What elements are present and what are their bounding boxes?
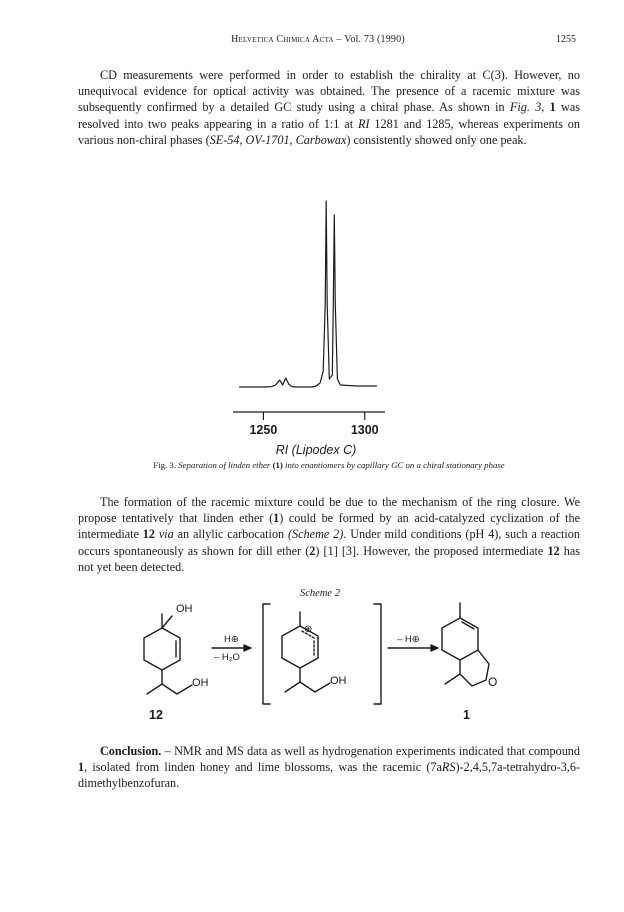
text-run: 12 [547, 543, 560, 558]
text-run: RI [358, 116, 370, 131]
oxygen-label: O [488, 675, 498, 689]
oh-label-12: OH [192, 677, 209, 689]
reaction-arrow-1 [212, 645, 251, 651]
reaction-arrow-2 [388, 645, 438, 651]
cation-brackets [263, 604, 381, 704]
arrow-2-label: – H⊕ [397, 634, 420, 645]
caption-text-a: Separation of linden ether [178, 460, 271, 470]
arrow-1-reagent: H⊕ [224, 634, 239, 645]
text-run: 1 [78, 760, 85, 775]
text-run: The formation of the racemic mixture could be due to the mechanism of the ring closure. We propose tentatively that linden ether ( [78, 495, 580, 526]
text-run: via [158, 527, 174, 542]
text-run: (Scheme 2) [288, 527, 344, 542]
x-axis-title-text: RI (Lipodex C) [275, 443, 357, 457]
compound-1-structure [442, 603, 489, 686]
page-number: 1255 [556, 34, 576, 45]
scheme-2-title: Scheme 2 [300, 588, 340, 599]
text-run: has not yet been detected. [78, 543, 581, 574]
text-run: RS [441, 760, 456, 775]
text-run: . Under mild conditions (pH 4), such a reaction occurs spontaneously as shown for dill ether ( [78, 527, 580, 558]
compound-12-structure [144, 614, 192, 694]
caption-text-b: into enantiomers by capillary GC on a chiral stationary phase [285, 460, 505, 470]
journal-name: Helvetica Chimica Acta [231, 34, 334, 45]
text-run: , [541, 100, 550, 115]
compound-number-1: 1 [463, 708, 470, 722]
text-run: – NMR and MS data as well as hydrogenation experiments indicated that compound [161, 744, 580, 758]
caption-compound: (1) [272, 460, 283, 470]
text-run: Conclusion. [100, 744, 162, 758]
text-run: CD measurements were performed in order to establish the chirality at C(3). However, no unequivocal evidence for optical activity was obtained. The presence of a racemic mixture was subsequently confirmed by a detailed GC study using a chiral phase. As shown in [78, 68, 580, 115]
text-run: an allylic carbocation [173, 527, 288, 542]
text-run: Fig. 3 [509, 100, 542, 115]
text-run: 1 [273, 511, 280, 526]
text-run: 1281 and 1285, whereas experiments on various non-chiral phases ( [78, 116, 580, 147]
compound-number-12: 12 [149, 708, 163, 722]
oh-label-cation: OH [330, 675, 347, 687]
x-tick-label: 1300 [350, 423, 379, 437]
text-run: ) [1] [3]. However, the proposed intermediate [315, 543, 548, 558]
cation-charge: ⊕ [304, 624, 313, 635]
paragraph-conclusion [78, 743, 580, 792]
text-run: 12 [142, 527, 155, 542]
text-run: , isolated from linden honey and lime blossoms, was the racemic (7a [84, 760, 442, 775]
caption-label: Fig. 3. [153, 460, 177, 470]
text-run: ) could be formed by an acid-catalyzed cyclization of the intermediate [78, 511, 580, 542]
text-run: was resolved into two peaks appearing in a ratio of 1:1 at [78, 100, 580, 131]
text-run: SE-54, OV-1701, Carbowax [209, 132, 347, 147]
journal-volume: – Vol. 73 (1990) [336, 34, 405, 45]
oh-label-top: OH [176, 603, 193, 615]
text-run: 1 [549, 100, 556, 115]
arrow-1-byproduct: – H₂O [214, 652, 240, 663]
text-run: 2 [309, 543, 316, 558]
text-run: ) consistently showed only one peak. [346, 132, 527, 147]
text-run: )-2,4,5,7a-tetrahydro-3,6-dimethylbenzofuran. [78, 760, 580, 791]
x-tick-label: 1250 [249, 423, 278, 437]
